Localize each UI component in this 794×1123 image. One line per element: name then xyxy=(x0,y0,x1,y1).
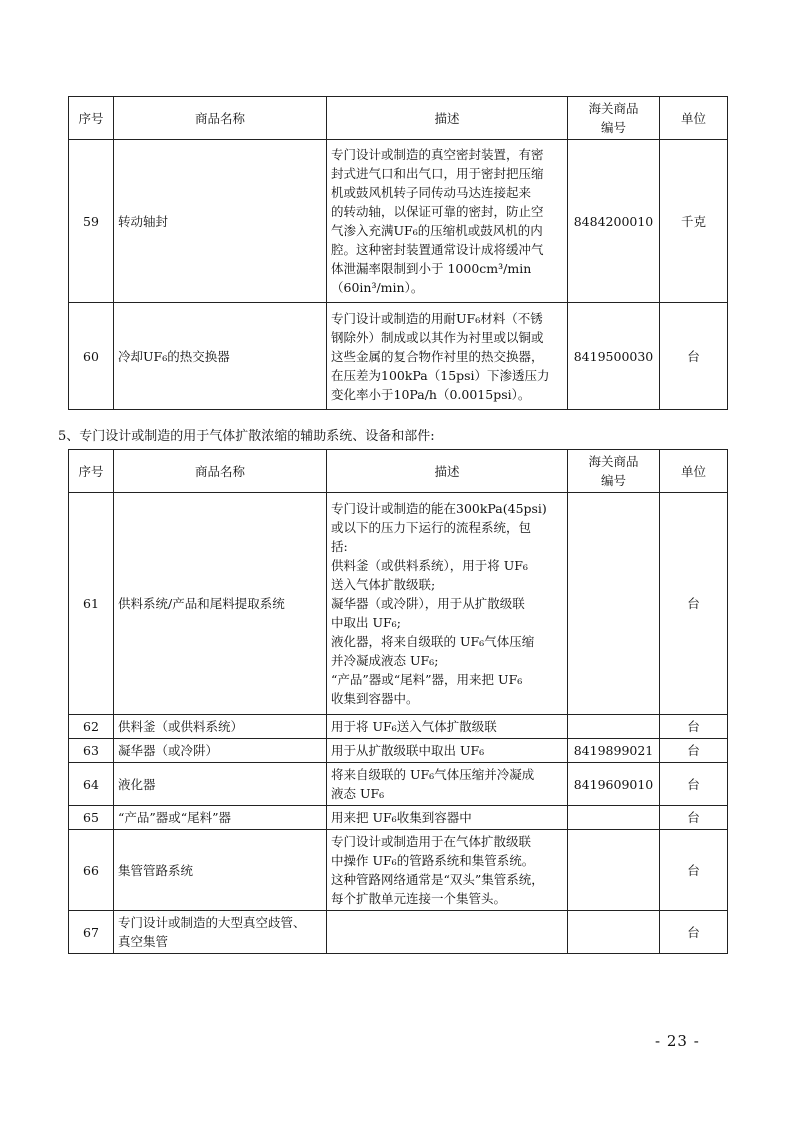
row-goods-name: 液化器 xyxy=(114,763,327,806)
row-customs-code xyxy=(568,911,660,954)
row-customs-code xyxy=(568,830,660,911)
row-goods-name: 凝华器（或冷阱） xyxy=(114,739,327,763)
header-unit: 单位 xyxy=(660,97,728,140)
row-serial: 63 xyxy=(69,739,114,763)
header-customs-code: 海关商品 编号 xyxy=(568,450,660,493)
row-description: 专门设计或制造的能在300kPa(45psi) 或以下的压力下运行的流程系统，包 括: 供料釜（或供料系统），用于将 UF₆ 送入气体扩散级联; 凝华器（或冷阱），用于从扩散级联 中取出 UF₆; 液化器，将来自级联的 UF₆气体压缩 并冷凝成液态 UF₆; “产品”器或“尾料”器，用来把 UF₆ 收集到容器中。 xyxy=(327,493,568,715)
header-goods-name: 商品名称 xyxy=(114,97,327,140)
row-description: 将来自级联的 UF₆气体压缩并冷凝成 液态 UF₆ xyxy=(327,763,568,806)
row-goods-name: “产品”器或“尾料”器 xyxy=(114,806,327,830)
row-customs-code: 8419500030 xyxy=(568,303,660,410)
section-title: 5、专门设计或制造的用于气体扩散浓缩的辅助系统、设备和部件: xyxy=(58,429,435,444)
row-unit: 台 xyxy=(660,806,728,830)
row-description: 专门设计或制造的真空密封装置，有密 封式进气口和出气口，用于密封把压缩 机或鼓风机转子同传动马达连接起来 的转动轴，以保证可靠的密封，防止空 气渗入充满UF₆的压缩机或鼓风机的内 腔。这种密封装置通常设计成将缓冲气 体泄漏率限制到小于 1000cm³/min （60in³/min）。 xyxy=(327,140,568,303)
table-row xyxy=(69,739,728,763)
row-description xyxy=(327,911,568,954)
row-description: 专门设计或制造的用耐UF₆材料（不锈 钢除外）制成或以其作为衬里或以铜或 这些金属的复合物作衬里的热交换器， 在压差为100kPa（15psi）下渗透压力 变化率小于10Pa/h（0.0015psi）。 xyxy=(327,303,568,410)
row-unit: 台 xyxy=(660,830,728,911)
row-description: 用于将 UF₆送入气体扩散级联 xyxy=(327,715,568,739)
row-unit: 台 xyxy=(660,493,728,715)
header-description: 描述 xyxy=(327,97,568,140)
row-customs-code: 8419609010 xyxy=(568,763,660,806)
row-serial: 62 xyxy=(69,715,114,739)
table-row xyxy=(69,140,728,303)
row-goods-name: 冷却UF₆的热交换器 xyxy=(114,303,327,410)
row-description: 用于从扩散级联中取出 UF₆ xyxy=(327,739,568,763)
row-unit: 台 xyxy=(660,763,728,806)
row-serial: 67 xyxy=(69,911,114,954)
table-header-row xyxy=(69,450,728,493)
row-goods-name: 供料系统/产品和尾料提取系统 xyxy=(114,493,327,715)
row-unit: 千克 xyxy=(660,140,728,303)
row-unit: 台 xyxy=(660,739,728,763)
goods-table-part-4 xyxy=(68,96,728,410)
row-goods-name: 集管管路系统 xyxy=(114,830,327,911)
row-serial: 60 xyxy=(69,303,114,410)
table-row xyxy=(69,763,728,806)
row-goods-name: 转动轴封 xyxy=(114,140,327,303)
row-serial: 66 xyxy=(69,830,114,911)
table-row xyxy=(69,806,728,830)
table-row xyxy=(69,715,728,739)
row-goods-name: 专门设计或制造的大型真空歧管、 真空集管 xyxy=(114,911,327,954)
table-row xyxy=(69,911,728,954)
row-description: 专门设计或制造用于在气体扩散级联 中操作 UF₆的管路系统和集管系统。 这种管路网络通常是“双头”集管系统， 每个扩散单元连接一个集管头。 xyxy=(327,830,568,911)
header-serial: 序号 xyxy=(69,97,114,140)
row-customs-code: 8419899021 xyxy=(568,739,660,763)
header-unit: 单位 xyxy=(660,450,728,493)
row-customs-code xyxy=(568,806,660,830)
header-goods-name: 商品名称 xyxy=(114,450,327,493)
row-serial: 59 xyxy=(69,140,114,303)
goods-table-part-5 xyxy=(68,449,728,954)
row-unit: 台 xyxy=(660,303,728,410)
row-description: 用来把 UF₆收集到容器中 xyxy=(327,806,568,830)
row-unit: 台 xyxy=(660,911,728,954)
row-goods-name: 供料釜（或供料系统） xyxy=(114,715,327,739)
header-description: 描述 xyxy=(327,450,568,493)
header-serial: 序号 xyxy=(69,450,114,493)
table-header-row xyxy=(69,97,728,140)
row-serial: 61 xyxy=(69,493,114,715)
header-customs-code: 海关商品 编号 xyxy=(568,97,660,140)
row-customs-code xyxy=(568,715,660,739)
table-row xyxy=(69,830,728,911)
row-customs-code: 8484200010 xyxy=(568,140,660,303)
table-row xyxy=(69,303,728,410)
row-customs-code xyxy=(568,493,660,715)
row-serial: 65 xyxy=(69,806,114,830)
table-row xyxy=(69,493,728,715)
row-unit: 台 xyxy=(660,715,728,739)
row-serial: 64 xyxy=(69,763,114,806)
page-number: - 23 - xyxy=(655,1032,700,1050)
